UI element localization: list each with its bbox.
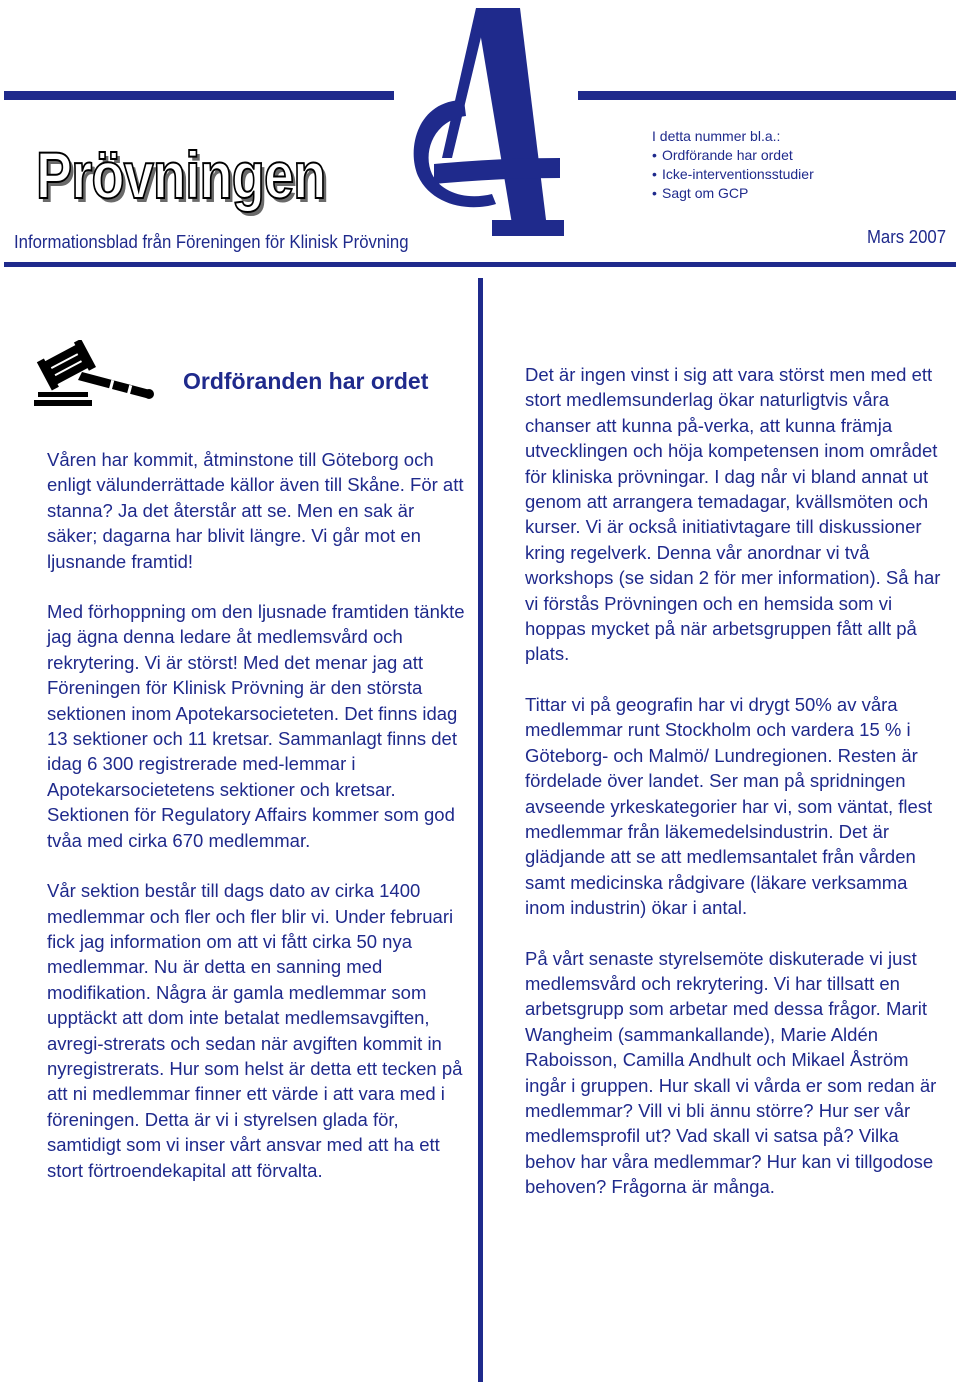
issue-contents-box — [652, 127, 952, 203]
logo-base-serif — [492, 220, 564, 236]
issue-contents-list — [652, 146, 952, 203]
issue-contents-heading: I detta nummer bl.a.: — [652, 128, 781, 144]
article-paragraph: Tittar vi på geografin har vi drygt 50% av våra medlemmar runt Stockholm och vardera 15 % i Göteborg- och Malmö/ Lundregionen. Resten är fördelade över landet. Ser man på spridningen avseende yrkeskategorier har vi, som väntat, flest medlemmar från läkemedelsindustrin. Det är glädjande att se att medlemsantalet från vården samt medicinska rådgivare (läkare verksamma inom industrin) ökar i antal. — [525, 693, 933, 919]
article-right-column — [525, 362, 945, 1200]
issue-date: Mars 2007 — [866, 227, 946, 247]
gavel-icon — [34, 340, 158, 408]
article-paragraph: På vårt senaste styrelsemöte diskuterade vi just medlemsvård och rekrytering. Vi har tillsatt en arbetsgrupp som arbetar med dessa frågor. Marit Wangheim (sammankallande), Marie Aldén Raboisson, Camilla Andhult och Mikael Åström ingår i gruppen. Hur skall vi vårda er som redan är medlemmar? Vill vi bli ännu större? Hur ser vår medlemsprofil ut? Vad skall vi satsa på? Vilka behov har våra medlemmar? Hur kan vi tillgodose behoven? Frågorna är många. — [525, 947, 937, 1198]
article-heading: Ordföranden har ordet — [183, 368, 429, 394]
article-paragraph: Det är ingen vinst i sig att vara störst men med ett stort medlemsunderlag ökar naturligtvis våra chanser att kunna på-verka, att kunna främja utvecklingen och höja kompetensen inom området för kliniska prövningar. I dag når vi bland annat ut genom att arrangera temadagar, kvällsmöten och kurser. Vi är också initiativtagare till diskussioner kring regelverk. Denna vår anordnar vi två workshops (se sidan 2 för mer information). Så har vi förstås Prövningen och en hemsida som vi hoppas mycket på när arbetsgruppen fått allt på plats. — [525, 364, 941, 665]
article-paragraph: Vår sektion består till dags dato av cirka 1400 medlemmar och fler och fler blir vi. Under februari fick jag information om att vi fått cirka 50 nya medlemmar. Nu är detta en sanning med modifikation. Några är gamla medlemmar som upptäckt att dom inte betalat medlemsavgiften, avregi-strerats och sedan när avgiften kommit in nyregistrerats. Hur som helst är detta ett tecken på att ni medlemmar finner ett värde i att vara med i föreningen. Detta är vi i styrelsen glada för, samtidigt som vi inser vårt ansvar med att ha ett stort förtroendekapital att förvalta. — [47, 880, 463, 1181]
issue-contents-item: • Ordförande har ordet — [652, 146, 952, 165]
newsletter-subtitle: Informationsblad från Föreningen för Klinisk Prövning — [14, 232, 409, 252]
stylized-letter-a-logo — [398, 8, 638, 240]
logo-bowl — [414, 100, 496, 207]
article-paragraph: Våren har kommit, åtminstone till Göteborg och enligt välunderrättade källor även till Skåne. För att stanna? Ja det återstår att se. Men en sak är säker; dagarna har blivit längre. Vi går mot en ljusnande framtid! — [47, 449, 464, 572]
article-left-column — [47, 447, 467, 1183]
newsletter-title: Prövningen — [36, 138, 326, 212]
logo-left-leg — [442, 8, 488, 158]
column-divider — [478, 278, 483, 1382]
issue-contents-item: • Sagt om GCP — [652, 184, 952, 203]
article-paragraph: Med förhoppning om den ljusnade framtiden tänkte jag ägna denna ledare åt medlemsvård och rekrytering. Vi är störst! Med det menar jag att Föreningen för Klinisk Prövning är den största sektionen inom Apotekarsocieteten. Det finns idag 13 sektioner och 11 kretsar. Sammanlagt finns det idag 6 300 registrerade med-lemmar i Apotekarsocietetens sektioner och kretsar. Sektionen för Regulatory Affairs kommer som god tvåa med cirka 670 medlemmar. — [47, 601, 465, 851]
issue-contents-item: • Icke-interventionsstudier — [652, 165, 952, 184]
header-bottom-rule — [4, 262, 956, 267]
header-top-rule — [4, 91, 394, 100]
